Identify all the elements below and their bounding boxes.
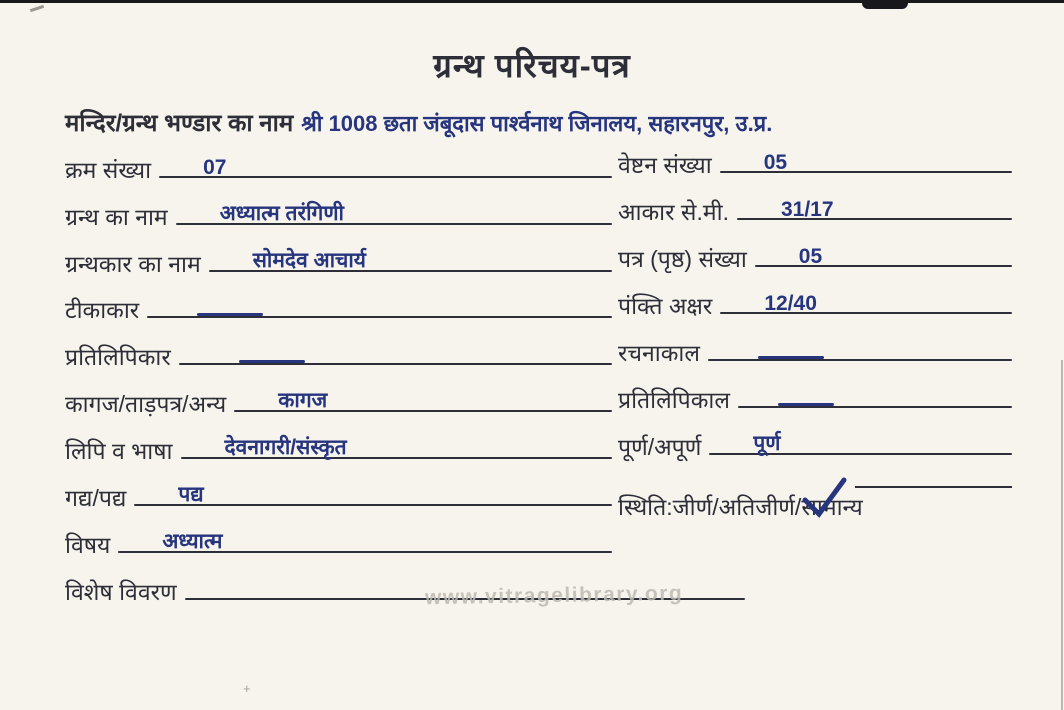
special-details-label: विशेष विवरण bbox=[65, 578, 177, 605]
serial-number-value: 07 bbox=[203, 156, 227, 179]
script-language-value: देवनागरी/संस्कृत bbox=[224, 436, 347, 459]
row-composition-date bbox=[618, 331, 1012, 365]
repository-name-label: मन्दिर/ग्रन्थ भण्डार का नाम bbox=[65, 110, 294, 137]
author-name-value: सोमदेव आचार्य bbox=[252, 249, 366, 272]
condition-label: स्थिति:जीर्ण/अतिजीर्ण/ bbox=[618, 494, 802, 520]
row-serial-number bbox=[65, 148, 612, 182]
copy-date-label: प्रतिलिपिकाल bbox=[618, 386, 730, 413]
condition-checked-option: सामान्य bbox=[801, 490, 862, 522]
commentator-label: टीकाकार bbox=[65, 296, 140, 323]
serial-number-label: क्रम संख्या bbox=[65, 156, 152, 183]
row-complete-incomplete bbox=[618, 425, 1012, 459]
handwritten-dash bbox=[239, 360, 305, 363]
ruled-line bbox=[855, 486, 1012, 488]
size-cm-value: 31/17 bbox=[780, 198, 834, 221]
ruled-line bbox=[159, 156, 612, 179]
ruled-line bbox=[209, 249, 612, 272]
ruled-line bbox=[720, 151, 1012, 174]
lines-letters-value: 12/40 bbox=[764, 292, 817, 315]
book-name-value: अध्यात्म तरंगिणी bbox=[219, 202, 344, 225]
handwritten-dash bbox=[197, 313, 263, 316]
row-author-name bbox=[65, 242, 612, 276]
row-page-count bbox=[618, 237, 1012, 271]
ruled-line bbox=[708, 359, 1012, 361]
ruled-line bbox=[720, 292, 1012, 315]
row-copy-date bbox=[618, 378, 1012, 412]
ruled-line bbox=[176, 202, 612, 225]
ruled-line bbox=[755, 245, 1012, 268]
complete-incomplete-value: पूर्ण bbox=[753, 432, 781, 455]
checkmark-icon bbox=[799, 476, 849, 520]
repository-name-row bbox=[65, 106, 1040, 139]
page-count-label: पत्र (पृष्ठ) संख्या bbox=[618, 245, 747, 272]
ruled-line bbox=[234, 389, 612, 412]
row-condition bbox=[618, 490, 863, 522]
row-material bbox=[65, 382, 612, 416]
prose-verse-value: पद्य bbox=[178, 483, 204, 506]
ruled-line bbox=[179, 363, 612, 365]
copyist-label: प्रतिलिपिकार bbox=[65, 343, 171, 370]
scan-speck: + bbox=[243, 681, 251, 696]
script-language-label: लिपि व भाषा bbox=[65, 437, 173, 464]
scan-top-edge-blob bbox=[862, 0, 908, 9]
material-label: कागज/ताड़पत्र/अन्य bbox=[65, 390, 227, 417]
scan-right-edge bbox=[1061, 360, 1063, 710]
author-name-label: ग्रन्थकार का नाम bbox=[65, 250, 201, 277]
row-prose-verse bbox=[65, 476, 612, 510]
row-commentator bbox=[65, 288, 612, 322]
row-lines-letters bbox=[618, 284, 1012, 318]
ruled-line bbox=[738, 406, 1012, 408]
prose-verse-label: गद्य/पद्य bbox=[65, 484, 127, 511]
complete-incomplete-label: पूर्ण/अपूर्ण bbox=[618, 433, 702, 460]
form-title: ग्रन्थ परिचय-पत्र bbox=[433, 47, 631, 84]
book-name-label: ग्रन्थ का नाम bbox=[65, 203, 168, 230]
bundle-number-label: वेष्टन संख्या bbox=[618, 151, 712, 178]
size-cm-label: आकार से.मी. bbox=[618, 198, 729, 225]
ruled-line bbox=[181, 436, 612, 459]
row-book-name bbox=[65, 195, 612, 229]
row-script-language bbox=[65, 429, 612, 463]
row-copyist bbox=[65, 335, 612, 369]
composition-date-label: रचनाकाल bbox=[618, 339, 700, 366]
handwritten-dash bbox=[778, 403, 834, 406]
repository-name-value: श्री 1008 छता जंबूदास पार्श्वनाथ जिनालय, सहारनपुर, उ.प्र. bbox=[301, 111, 773, 136]
lines-letters-label: पंक्ति अक्षर bbox=[618, 292, 713, 319]
scan-speck bbox=[30, 5, 44, 12]
row-size-cm bbox=[618, 190, 1012, 224]
handwritten-dash bbox=[758, 356, 824, 359]
ruled-line bbox=[118, 530, 612, 553]
ruled-line bbox=[737, 198, 1012, 221]
ruled-line bbox=[147, 316, 612, 318]
bundle-number-value: 05 bbox=[763, 151, 788, 174]
ruled-line bbox=[709, 432, 1012, 455]
watermark-text: www.vitragelibrary.org bbox=[424, 581, 684, 610]
page-count-value: 05 bbox=[798, 245, 823, 268]
material-value: कागज bbox=[278, 389, 328, 412]
row-subject bbox=[65, 523, 612, 557]
subject-label: विषय bbox=[65, 531, 111, 558]
row-bundle-number bbox=[618, 143, 1012, 177]
ruled-line bbox=[134, 483, 612, 506]
subject-value: अध्यात्म bbox=[162, 530, 223, 553]
